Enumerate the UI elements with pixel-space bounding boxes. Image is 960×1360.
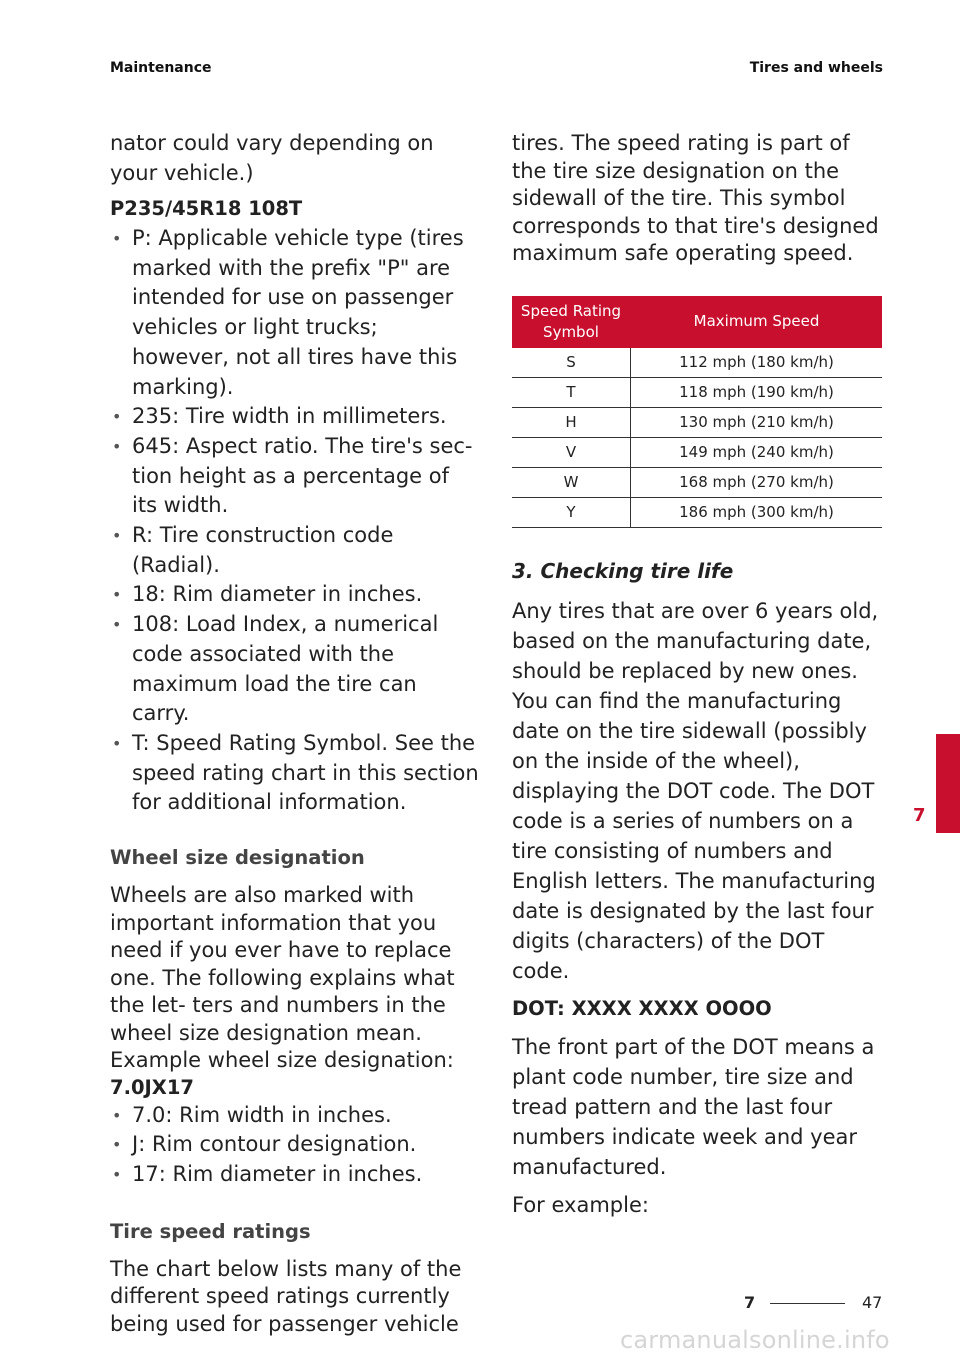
wheel-code-list <box>110 1101 480 1190</box>
intro-text: nator could vary depending on your vehicle.) <box>110 131 434 185</box>
table-row <box>512 467 882 497</box>
tire-code: P235/45R18 108T <box>110 197 303 220</box>
table-row <box>512 497 882 527</box>
table-cell: V <box>512 437 631 467</box>
dot-code: DOT: XXXX XXXX OOOO <box>512 996 772 1020</box>
wheel-paragraph: Wheels are also marked with important information that you need if you ever have to replace one. The following explains what the let- ters and numbers in the wheel size designation mean. <box>110 883 455 1045</box>
left-column <box>110 128 480 1338</box>
table-cell: W <box>512 467 631 497</box>
wheel-code: 7.0JX17 <box>110 1075 194 1099</box>
list-item: • R: Tire construction code (Radial). <box>110 521 480 580</box>
list-item: • 645: Aspect ratio. The tire's sec- tion height as a percentage of its width. <box>110 432 480 521</box>
table-row <box>512 348 882 378</box>
right-column <box>512 130 882 1228</box>
table-cell: H <box>512 407 631 437</box>
footer-chapter-number: 7 <box>744 1293 756 1312</box>
tire-code-list <box>110 224 480 818</box>
list-item: • 17: Rim diameter in inches. <box>110 1160 480 1190</box>
table-cell: 118 mph (190 km/h) <box>631 377 883 407</box>
chapter-tab <box>936 734 960 833</box>
table-cell: 112 mph (180 km/h) <box>631 348 883 378</box>
speed-rating-table <box>512 296 882 528</box>
list-item: • 7.0: Rim width in inches. <box>110 1101 480 1131</box>
chapter-header: Tires and wheels <box>749 60 883 76</box>
table-header-row <box>512 296 882 348</box>
table-cell: 186 mph (300 km/h) <box>631 497 883 527</box>
example-label: For example: <box>512 1192 649 1217</box>
footer-divider <box>770 1303 845 1304</box>
table-row <box>512 407 882 437</box>
table-row <box>512 437 882 467</box>
chapter-tab-number: 7 <box>913 805 926 826</box>
wheel-example-label: Example wheel size designation: <box>110 1048 454 1073</box>
list-item: • J: Rim contour designation. <box>110 1130 480 1160</box>
table-cell: S <box>512 348 631 378</box>
table-cell: Y <box>512 497 631 527</box>
list-item: • P: Applicable vehicle type (tires marked with the prefix "P" are intended for use on passenger vehicles or light trucks; however, not all tires have this marking). <box>110 224 480 402</box>
dot-paragraph: The front part of the DOT means a plant code number, tire size and tread pattern and the last four numbers indicate week and year manufactured. <box>512 1034 875 1179</box>
section-header: Maintenance <box>110 60 212 76</box>
list-item: • T: Speed Rating Symbol. See the speed rating chart in this section for additional information. <box>110 729 480 818</box>
list-item: • 235: Tire width in millimeters. <box>110 402 480 432</box>
table-cell: T <box>512 377 631 407</box>
column-header: Maximum Speed <box>631 296 883 348</box>
table-cell: 130 mph (210 km/h) <box>631 407 883 437</box>
table-cell: 168 mph (270 km/h) <box>631 467 883 497</box>
wheel-heading: Wheel size designation <box>110 846 365 870</box>
list-item: • 18: Rim diameter in inches. <box>110 580 480 610</box>
page-number: 47 <box>862 1293 883 1312</box>
list-item: • 108: Load Index, a numerical code associated with the maximum load the tire can carry. <box>110 610 480 729</box>
column-header: Speed Rating Symbol <box>512 296 631 348</box>
tire-life-heading: 3. Checking tire life <box>512 558 734 583</box>
tire-life-paragraph: Any tires that are over 6 years old, based on the manufacturing date, should be replaced by new ones. You can find the manufacturing date on the tire sidewall (possibly on the inside of the wheel), displaying the DOT code. The DOT code is a series of numbers on a tire consisting of numbers and English letters. The manufacturing date is designated by the last four digits (characters) of the DOT code. <box>512 598 879 983</box>
table-cell: 149 mph (240 km/h) <box>631 437 883 467</box>
watermark: carmanualsonline.info <box>620 1326 890 1354</box>
speed-paragraph: The chart below lists many of the different speed ratings currently being used for passenger vehicle <box>110 1256 462 1336</box>
table-row <box>512 377 882 407</box>
speed-heading: Tire speed ratings <box>110 1219 311 1243</box>
speed-paragraph-cont: tires. The speed rating is part of the tire size designation on the sidewall of the tire. This symbol corresponds to that tire's designed maximum safe operating speed. <box>512 131 879 265</box>
